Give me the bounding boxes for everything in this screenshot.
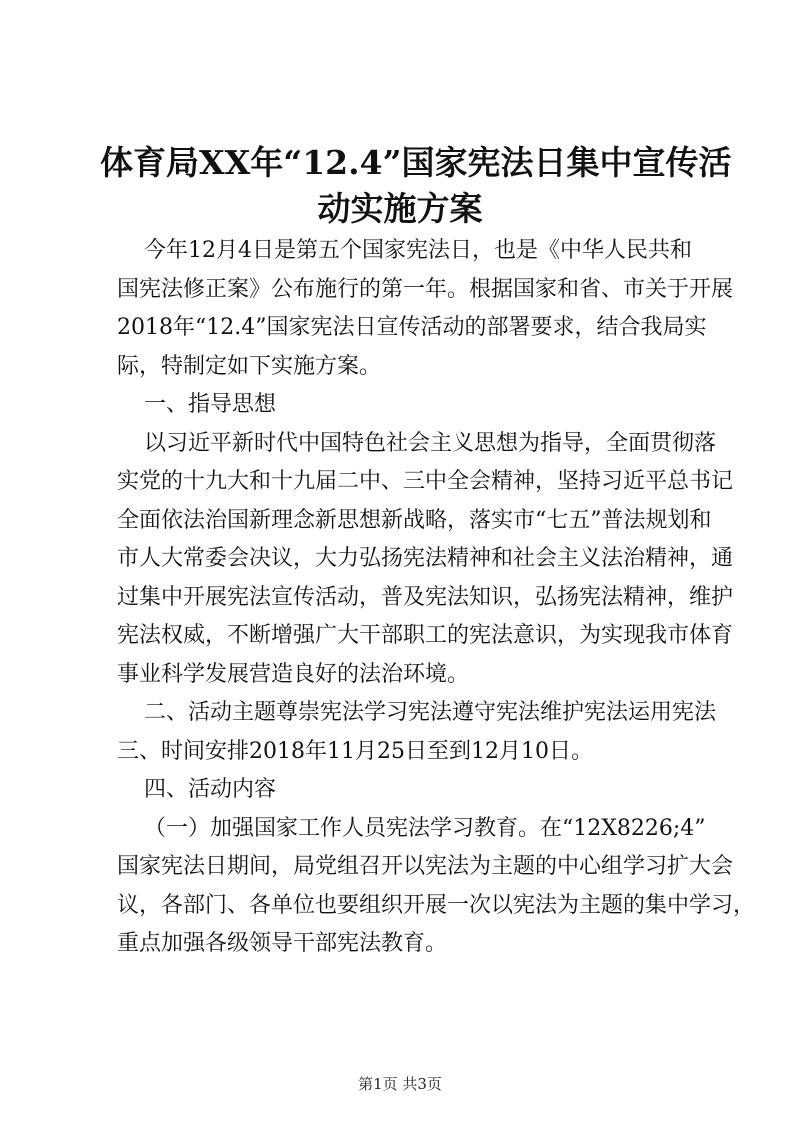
title-line-1: 体育局XX年“12.4”国家宪法日集中宣传活 <box>100 143 732 182</box>
paragraph-intro-line-2: 国宪法修正案》公布施行的第一年。根据国家和省、市关于开展 <box>117 276 734 302</box>
section-heading-guiding-thought: 一、指导思想 <box>144 392 277 417</box>
section-heading-activity-content: 四、活动内容 <box>144 777 277 802</box>
paragraph-intro-line-4: 际，特制定如下实施方案。 <box>117 353 382 379</box>
page-footer: 第1页 共3页 <box>358 1075 442 1093</box>
paragraph-guiding-line-7: 事业科学发展营造良好的法治环境。 <box>117 661 470 687</box>
document-body <box>117 232 756 964</box>
paragraph-content-line-2: 国家宪法日期间，局党组召开以宪法为主题的中心组学习扩大会 <box>117 854 734 879</box>
paragraph-content-line-3: 议，各部门、各单位也要组织开展一次以宪法为主题的集中学习， <box>117 892 756 918</box>
paragraph-intro-line-3: 2018年“12.4”国家宪法日宣传活动的部署要求，结合我局实 <box>117 315 707 340</box>
paragraph-guiding-line-4: 市人大常委会决议，大力弘扬宪法精神和社会主义法治精神，通 <box>117 546 734 571</box>
paragraph-content-line-4: 重点加强各级领导干部宪法教育。 <box>117 931 448 956</box>
paragraph-intro-line-1: 今年12月4日是第五个国家宪法日，也是《中华人民共和 <box>144 238 692 263</box>
paragraph-guiding-line-3: 全面依法治国新理念新思想新战略，落实市“七五”普法规划和 <box>117 507 712 533</box>
section-heading-activity-theme: 二、活动主题尊崇宪法学习宪法遵守宪法维护宪法运用宪法 <box>144 700 717 725</box>
title-line-2: 动实施方案 <box>317 189 483 228</box>
paragraph-content-line-1: （一）加强国家工作人员宪法学习教育。在“12X8226;4” <box>144 815 706 841</box>
paragraph-guiding-line-2: 实党的十九大和十九届二中、三中全会精神，坚持习近平总书记 <box>117 469 734 494</box>
paragraph-guiding-line-1: 以习近平新时代中国特色社会主义思想为指导，全面贯彻落 <box>144 430 717 456</box>
document-title <box>100 140 732 232</box>
section-heading-schedule: 三、时间安排2018年11月25日至到12月10日。 <box>117 738 593 764</box>
paragraph-guiding-line-5: 过集中开展宪法宣传活动，普及宪法知识，弘扬宪法精神，维护 <box>117 584 734 610</box>
paragraph-guiding-line-6: 宪法权威，不断增强广大干部职工的宪法意识，为实现我市体育 <box>117 623 734 648</box>
